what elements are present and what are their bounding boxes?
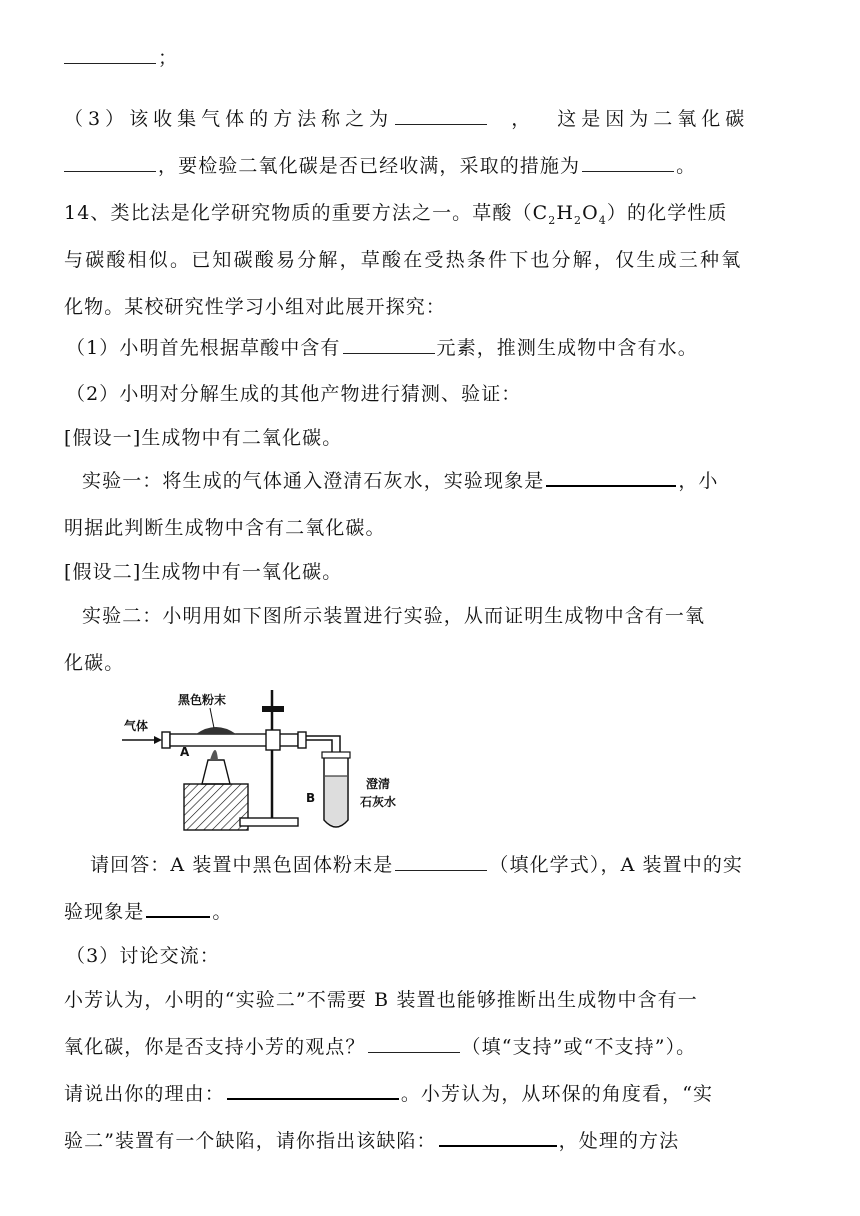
apparatus-diagram [120, 684, 420, 832]
oxalic-acid-formula: $C_2H_2O_4$ [532, 202, 607, 227]
answer-blank[interactable] [582, 149, 674, 172]
answer-line2: 验现象是 。 [64, 894, 804, 930]
hypothesis-2: [假设二]生成物中有一氧化碳。 [64, 561, 343, 583]
svg-text:A: A [180, 745, 190, 759]
experiment-2-line2: 化碳。 [64, 652, 125, 674]
svg-text:B: B [306, 791, 316, 805]
answer-blank[interactable] [395, 848, 487, 871]
discussion-line3: 请说出你的理由： 。小芳认为，从环保的角度看，“实 [64, 1076, 804, 1112]
answer-blank[interactable] [227, 1076, 399, 1100]
q13-part3-line1: （3）该收集气体的方法称之为 ， 这是因为二氧化碳 [64, 101, 804, 137]
q13-part3-line2: ，要检验二氧化碳是否已经收满，采取的措施为 。 [64, 148, 804, 184]
answer-blank[interactable] [368, 1030, 460, 1053]
answer-blank[interactable] [146, 894, 210, 918]
q14-part3-line: （3）讨论交流： [66, 945, 220, 967]
answer-blank[interactable] [546, 463, 676, 487]
answer-blank[interactable] [395, 102, 487, 125]
svg-text:气体: 气体 [124, 719, 149, 733]
q14-part1-line: （1）小明首先根据草酸中含有 元素，推测生成物中含有水。 [66, 330, 804, 366]
answer-blank[interactable] [343, 331, 435, 354]
q14-intro-line3: 化物。某校研究性学习小组对此展开探究： [64, 296, 446, 318]
discussion-line4: 验二”装置有一个缺陷，请你指出该缺陷： ，处理的方法 [64, 1123, 804, 1159]
experiment-2-line1: 实验二：小明用如下图所示装置进行实验，从而证明生成物中含有一氧 [82, 605, 706, 627]
q14-intro-line1: 14、类比法是化学研究物质的重要方法之一。草酸$(C_2H_2O_4)$的化学性质 [64, 202, 728, 227]
answer-line1: 请回答：A 装置中黑色固体粉末是 （填化学式），A 装置中的实 [90, 847, 804, 883]
answer-blank[interactable] [64, 41, 156, 64]
answer-blank[interactable] [439, 1123, 557, 1147]
experiment-1-line2: 明据此判断生成物中含有二氧化碳。 [64, 517, 386, 539]
q14-intro-line2: 与碳酸相似。已知碳酸易分解，草酸在受热条件下也分解，仅生成三种氧 [64, 249, 743, 271]
discussion-line2: 氧化碳，你是否支持小芳的观点？ （填“支持”或“不支持”）。 [64, 1029, 804, 1065]
discussion-line1: 小芳认为，小明的“实验二”不需要 B 装置也能够推断出生成物中含有一 [64, 989, 698, 1011]
hypothesis-1: [假设一]生成物中有二氧化碳。 [64, 427, 343, 449]
q13-tail-line: ； [64, 40, 804, 76]
answer-blank[interactable] [64, 149, 156, 172]
svg-text:澄清: 澄清 [366, 777, 391, 791]
q14-part2-line: （2）小明对分解生成的其他产物进行猜测、验证： [66, 383, 522, 405]
experiment-1-line1: 实验一：将生成的气体通入澄清石灰水，实验现象是 ，小 [82, 463, 804, 499]
svg-text:石灰水: 石灰水 [360, 795, 397, 809]
svg-text:黑色粉末: 黑色粉末 [178, 693, 227, 707]
